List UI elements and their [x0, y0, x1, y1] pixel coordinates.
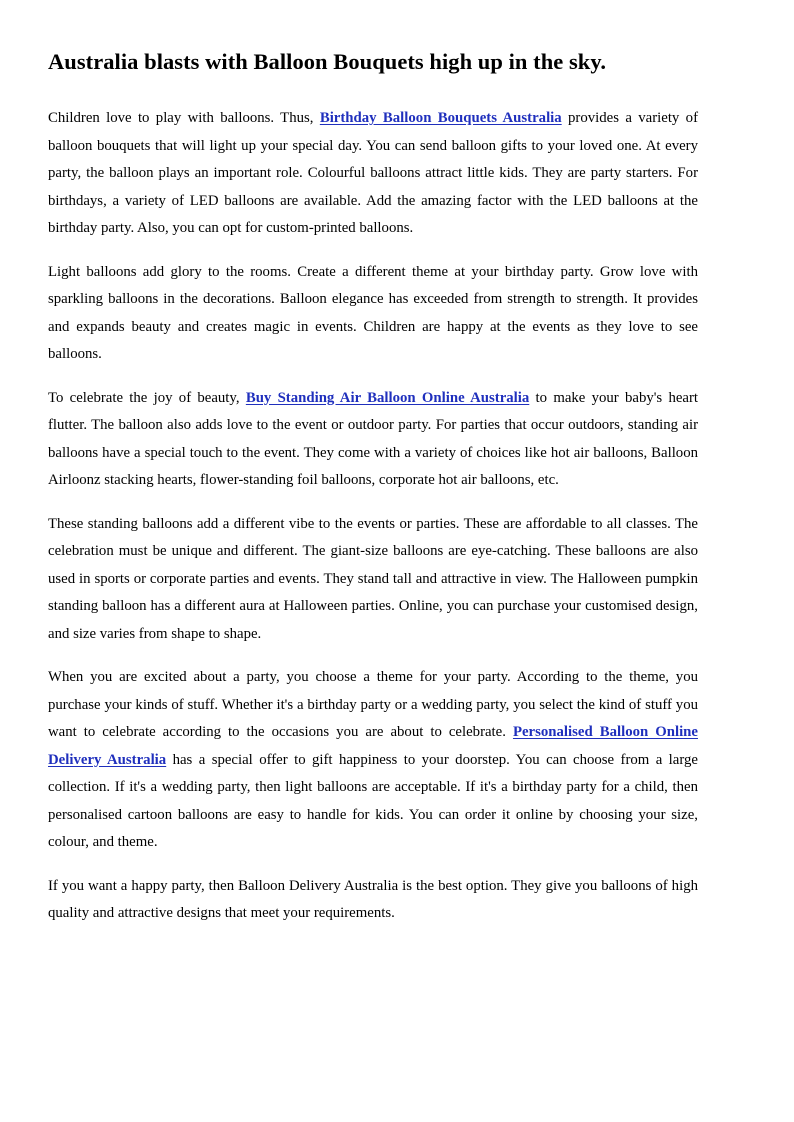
paragraph-3-text-after: to make your baby's heart flutter. The balloon also adds love to the event or outdoor party. For parties that occur outdoors, standing air balloons have a special touch to the event. They come with a variety of choices like hot air balloons, Balloon Airloonz stacking hearts, flower-standing foil balloons, corporate hot air balloons, etc.	[48, 389, 699, 488]
paragraph-5-text-before: When you are excited about a party, you choose a theme for your party. According to the theme, you purchase your kinds of stuff. Whether it's a birthday party or a wedding party, you select the kind of stuff you want to celebrate according to the occasions you are about to celebrate.	[48, 669, 698, 740]
paragraph-2: Light balloons add glory to the rooms. Create a different theme at your birthday party. Grow love with sparkling balloons in the decorations. Balloon elegance has exceeded from strength to strength. It provides and expands beauty and creates magic in events. Children are happy at the events as they love to see balloons.	[48, 263, 698, 362]
paragraph-1-text-after: provides a variety of balloon bouquets that will light up your special day. You can send balloon gifts to your loved one. At every party, the balloon plays an important role. Colourful balloons attract little kids. They are party starters. For birthdays, a variety of LED balloons are available. Add the amazing factor with the LED balloons at the birthday party. Also, you can opt for custom-printed balloons.	[48, 110, 698, 236]
document-title: Australia blasts with Balloon Bouquets high up in the sky.	[48, 49, 607, 74]
paragraph-5-text-after: has a special offer to gift happiness to your doorstep. You can choose from a large collection. If it's a wedding party, then light balloons are acceptable. If it's a birthday party for a child, then personalised cartoon balloons are easy to handle for kids. You can order it online by choosing your size, colour, and theme.	[48, 751, 698, 850]
paragraph-3-text-before: To celebrate the joy of beauty,	[48, 389, 246, 406]
paragraph-5	[48, 664, 698, 857]
paragraph-3	[48, 385, 698, 495]
standing-air-balloon-link[interactable]: Buy Standing Air Balloon Online Australia	[245, 389, 530, 406]
paragraph-4: These standing balloons add a different vibe to the events or parties. These are affordable to all classes. The celebration must be unique and different. The giant-size balloons are eye-catching. These balloons are also used in sports or corporate parties and events. They stand tall and attractive in view. The Halloween pumpkin standing balloon has a different aura at Halloween parties. Online, you can purchase your customised design, and size varies from shape to shape.	[48, 515, 698, 642]
paragraph-1	[48, 105, 698, 243]
birthday-balloon-bouquets-link[interactable]: Birthday Balloon Bouquets Australia	[319, 110, 562, 126]
personalised-balloon-delivery-link[interactable]: Personalised Balloon Online Delivery Australia	[48, 724, 698, 768]
paragraph-1-text-before: Children love to play with balloons. Thus,	[48, 110, 320, 126]
paragraph-6: If you want a happy party, then Balloon Delivery Australia is the best option. They give you balloons of high quality and attractive designs that meet your requirements.	[48, 877, 698, 921]
